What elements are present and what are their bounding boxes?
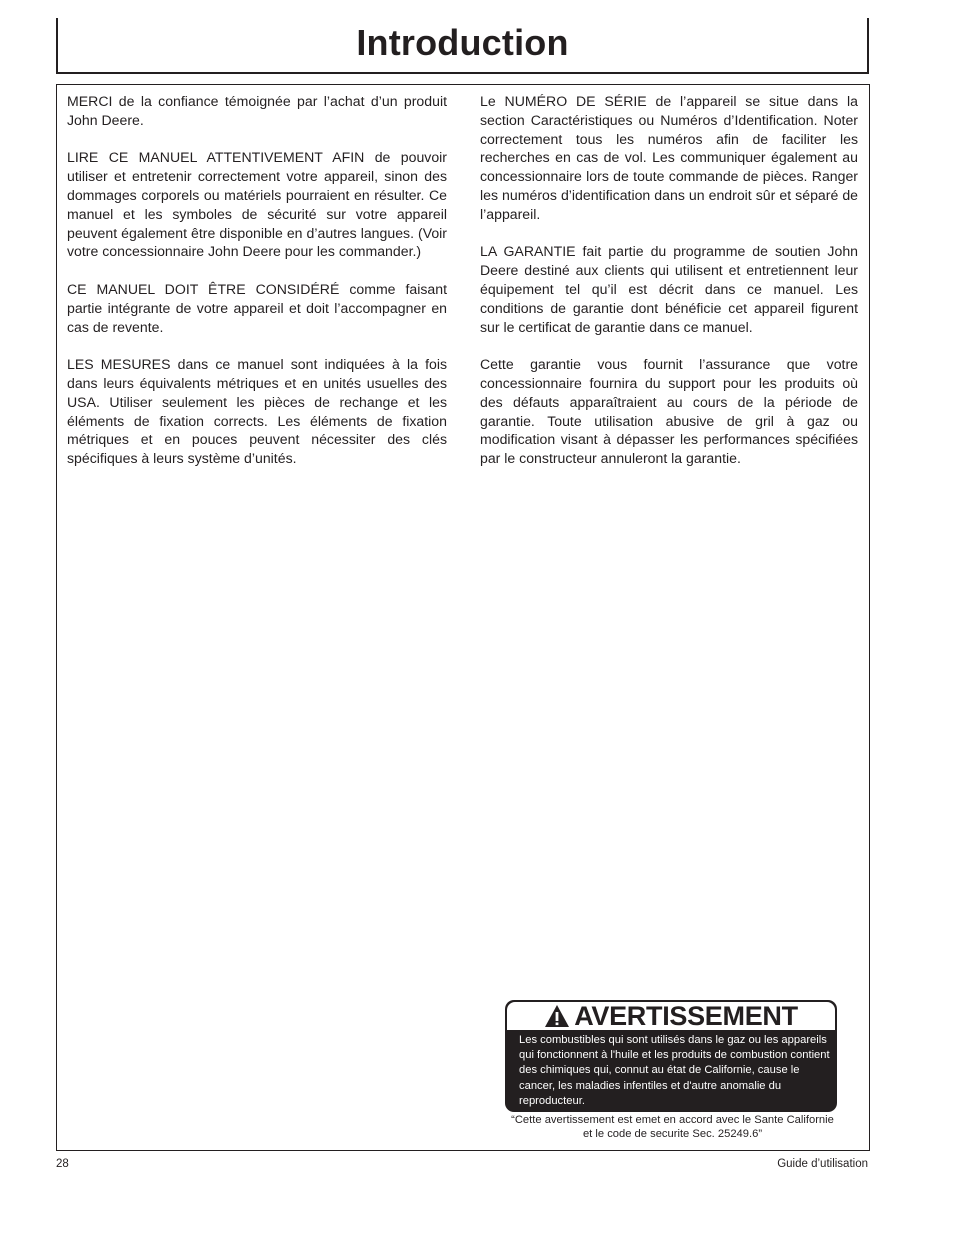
guide-label: Guide d’utilisation — [777, 1158, 868, 1170]
paragraph-manual-part: CE MANUEL DOIT ÊTRE CONSIDÉRÉ comme faisant partie intégrante de votre appareil et doit l’accompagner en cas de revente. — [67, 280, 447, 335]
header-box — [56, 18, 869, 74]
page-number: 28 — [56, 1158, 69, 1170]
paragraph-serial-number: Le NUMÉRO DE SÉRIE de l’appareil se situe dans la section Caractéristiques ou Numéros d’Identification. Noter correctement tous les numéros afin de faciliter les recherches en cas de vol. Les communiquer également au concessionnaire lors de toute commande de pièces. Ranger les numéros d’identification dans un endroit sûr et séparé de l’appareil. — [480, 93, 858, 222]
warning-footnote: “Cette avertissement est emet en accord avec le Sante Californie et le code de securite Sec. 25249.6” — [511, 1114, 834, 1140]
paragraph-read-manual: LIRE CE MANUEL ATTENTIVEMENT AFIN de pouvoir utiliser et entretenir correctement votre appareil, sinon des dommages corporels ou matériels pourraient en résulter. Ce manuel et les symboles de sécurité sur votre appareil peuvent également être disponible en d’autres langues. (Voir votre concessionnaire John Deere pour les commander.) — [67, 149, 447, 260]
warning-text: Les combustibles qui sont utilisés dans le gaz ou les appareils qui fonctionnent à l'huile et les produits de combustion contient des chimiques qui, connut au état de Californie, cause le cancer, les maladies infentiles et d'autre anomalie du reproducteur. — [519, 1034, 830, 1107]
paragraph-warranty-assurance: Cette garantie vous fournit l’assurance que votre concessionnaire fournira du support pour les produits où des défauts apparaîtraient au cours de la période de garantie. Toute utilisation abusive de gril à gaz ou modification visant à dépasser les performances spécifiées par le constructeur annuleront la garantie. — [480, 356, 858, 467]
left-column — [67, 92, 447, 487]
warning-title: AVERTISSEMENT — [574, 1001, 798, 1031]
page-title: Introduction — [356, 22, 569, 63]
paragraph-measurements: LES MESURES dans ce manuel sont indiquées à la fois dans leurs équivalents métriques et en unités usuelles des USA. Utiliser seulement les pièces de rechange et les éléments de fixation corrects. Les éléments de fixation métriques et en pouces peuvent nécessiter des clés spécifiques à leurs système d’unités. — [67, 356, 447, 467]
warning-box — [505, 1000, 837, 1112]
paragraph-warranty: LA GARANTIE fait partie du programme de soutien John Deere destiné aux clients qui utilisent et entretiennent leur équipement tel qu’il est décrit dans ce manuel. Les conditions de garantie dont bénéficie cet appareil figurent sur le certificat de garantie dans ce manuel. — [480, 243, 858, 335]
right-column — [480, 92, 858, 487]
warning-triangle-icon — [544, 1004, 570, 1028]
paragraph-thanks: MERCI de la confiance témoignée par l’achat d’un produit John Deere. — [67, 93, 447, 128]
warning-header — [507, 1002, 835, 1030]
